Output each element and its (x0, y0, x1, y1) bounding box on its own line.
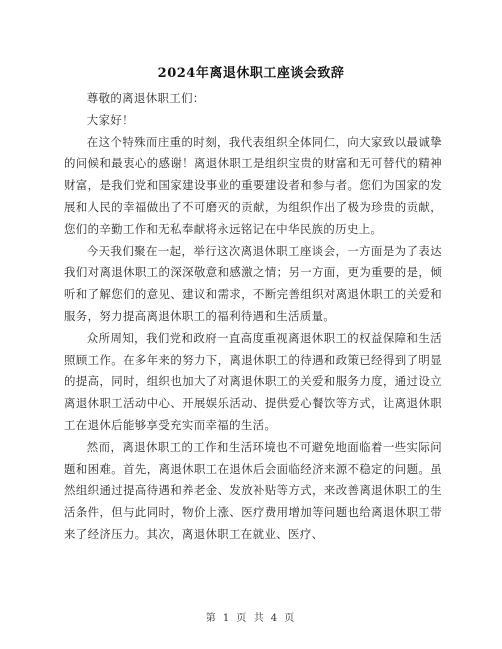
document-title: 2024年离退休职工座谈会致辞 (157, 66, 345, 81)
greeting: 大家好！ (86, 112, 134, 127)
paragraph-2: 今天我们聚在一起，举行这次离退休职工座谈会，一方面是为了表达我们对离退休职工的深深敬意和感激之情；另一方面，更为重要的是，倾听和了解您们的意见、建议和需求，不断完善组织对离退休职工的关爱和服务，努力提高离退休职工的福利待遇和生活质量。 (64, 243, 442, 323)
document-body (64, 88, 442, 546)
paragraph-4: 然而，离退休职工的工作和生活环境也不可避免地面临着一些实际问题和困难。首先，离退休职工在退休后会面临经济来源不稳定的问题。虽然组织通过提高待遇和养老金、发放补贴等方式，来改善离退休职工的生活条件，但与此同时，物价上涨、医疗费用增加等问题也给离退休职工带来了经济压力。其次，离退休职工在就业、医疗、 (64, 439, 442, 541)
salutation: 尊敬的离退休职工们： (86, 91, 205, 105)
paragraph-3: 众所周知，我们党和政府一直高度重视离退休职工的权益保障和生活照顾工作。在多年来的努力下，离退休职工的待遇和政策已经得到了明显的提高，同时，组织也加大了对离退休职工的关爱和服务力度，通过设立离退休职工活动中心、开展娱乐活动、提供爱心餐饮等方式，让离退休职工在退休后能够享受充实而幸福的生活。 (64, 330, 442, 432)
paragraph-1: 在这个特殊而庄重的时刻，我代表组织全体同仁，向大家致以最诚挚的问候和最衷心的感谢！离退休职工是组织宝贵的财富和无可替代的精神财富，是我们党和国家建设事业的重要建设者和参与者。您们为国家的发展和人民的幸福做出了不可磨灭的贡献，为组织作出了极为珍贵的贡献，您们的辛勤工作和无私奉献将永远铭记在中华民族的历史上。 (64, 134, 442, 236)
page-indicator: 第 1 页 共 4 页 (205, 613, 297, 624)
